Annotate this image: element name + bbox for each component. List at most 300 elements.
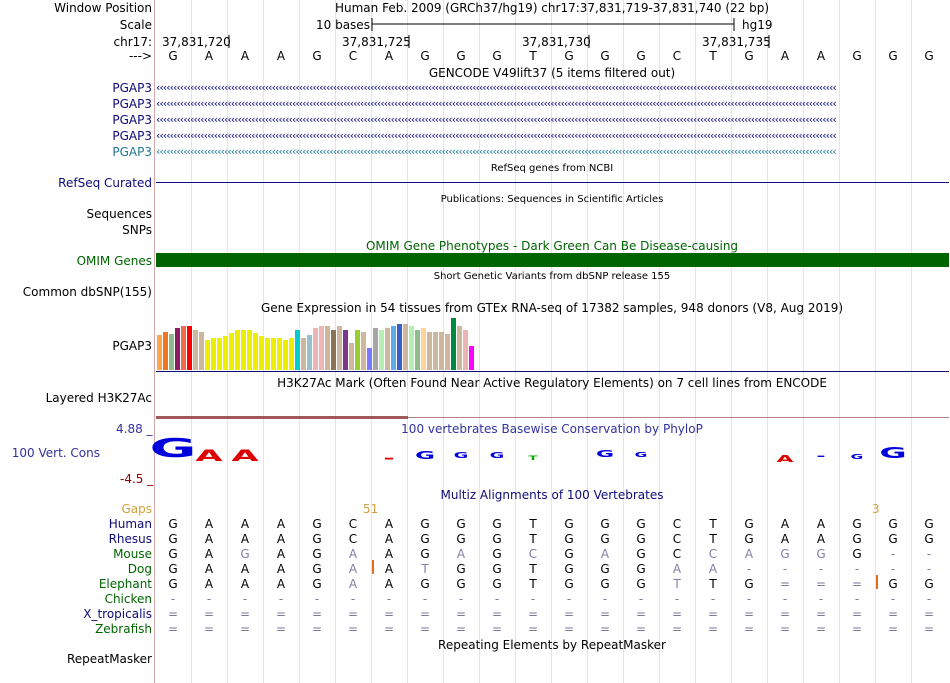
alignment-base: = (779, 622, 791, 636)
alignment-base: = (599, 607, 611, 621)
alignment-base: = (203, 607, 215, 621)
alignment-base: A (384, 562, 394, 576)
alignment-base: = (383, 607, 395, 621)
gencode-gene-label-2[interactable]: PGAP3 (112, 97, 152, 111)
phylop-base-glyph: - (816, 451, 826, 462)
position-tick-1: 37,831,720 (162, 35, 231, 49)
alignment-base: A (816, 517, 826, 531)
gtex-tissue-bar[interactable] (373, 328, 378, 370)
alignment-base: A (204, 577, 214, 591)
omim-label[interactable]: OMIM Genes (76, 254, 152, 268)
gtex-tissue-bar[interactable] (469, 346, 474, 370)
alignment-base: G (312, 562, 322, 576)
alignment-base: A (240, 577, 250, 591)
alignment-base: A (384, 547, 394, 561)
gtex-tissue-bar[interactable] (271, 338, 276, 370)
gtex-tissue-bar[interactable] (391, 326, 396, 370)
alignment-base: A (348, 577, 358, 591)
gtex-tissue-bar[interactable] (163, 332, 168, 370)
gtex-tissue-bar[interactable] (277, 338, 282, 370)
gtex-tissue-bar[interactable] (457, 326, 462, 370)
repeatmasker-label[interactable]: RepeatMasker (66, 652, 152, 666)
gtex-tissue-bar[interactable] (361, 332, 366, 370)
alignment-base: T (529, 577, 537, 591)
alignment-base: G (744, 577, 754, 591)
gtex-tissue-bar[interactable] (331, 330, 336, 370)
alignment-base: G (780, 547, 790, 561)
alignment-base: A (204, 517, 214, 531)
alignment-base: G (456, 577, 466, 591)
alignment-base: G (312, 577, 322, 591)
gtex-tissue-bar[interactable] (175, 328, 180, 370)
phylop-base-glyph: A (195, 446, 223, 465)
alignment-base: - (890, 592, 896, 606)
alignment-base: A (384, 517, 394, 531)
alignment-base: A (204, 532, 214, 546)
alignment-base: = (491, 622, 503, 636)
alignment-base: G (168, 532, 178, 546)
alignment-base: G (888, 577, 898, 591)
gtex-tissue-bar[interactable] (439, 332, 444, 370)
alignment-base: - (926, 592, 932, 606)
gtex-tissue-bar[interactable] (157, 335, 162, 370)
alignment-base: - (638, 592, 644, 606)
alignment-base: T (529, 532, 537, 546)
alignment-base: G (636, 547, 646, 561)
alignment-base: = (455, 622, 467, 636)
sequence-base: G (852, 49, 862, 63)
alignment-base: - (746, 562, 752, 576)
gtex-tissue-bar[interactable] (415, 330, 420, 370)
alignment-base: G (888, 517, 898, 531)
position-tick-2: 37,831,725 (342, 35, 411, 49)
alignment-base: A (240, 562, 250, 576)
gtex-tissue-bar[interactable] (205, 340, 210, 370)
alignment-base: = (203, 622, 215, 636)
sequence-base: A (240, 49, 250, 63)
alignment-base: = (923, 607, 935, 621)
multiz-track-title: Multiz Alignments of 100 Vertebrates (440, 488, 664, 502)
gtex-tissue-bar[interactable] (235, 330, 240, 370)
species-elephant-label[interactable]: Elephant (98, 577, 152, 591)
gtex-tissue-bar[interactable] (463, 330, 468, 370)
alignment-base: - (386, 592, 392, 606)
omim-track-title: OMIM Gene Phenotypes - Dark Green Can Be Disease-causing (365, 239, 739, 253)
gtex-tissue-bar[interactable] (313, 328, 318, 370)
phylop-base-glyph: G (850, 453, 864, 461)
alignment-base: C (348, 532, 358, 546)
alignment-base: = (671, 607, 683, 621)
alignment-base: = (347, 622, 359, 636)
gtex-tissue-bar[interactable] (433, 332, 438, 370)
alignment-base: - (530, 592, 536, 606)
gencode-transcript-5[interactable]: ‹‹‹‹‹‹‹‹‹‹‹‹‹‹‹‹‹‹‹‹‹‹‹‹‹‹‹‹‹‹‹‹‹‹‹‹‹‹‹‹‹‹‹‹‹‹‹‹‹‹‹‹‹‹‹‹‹‹‹‹‹‹‹‹‹‹‹‹‹‹‹‹‹‹‹‹‹‹‹‹‹‹‹‹‹‹‹‹‹‹‹‹‹‹‹‹‹‹‹‹‹‹‹‹‹‹‹‹‹‹‹‹‹‹‹‹‹‹‹‹‹‹‹‹‹‹‹‹‹‹‹‹‹‹‹‹‹‹‹‹‹‹‹‹‹‹‹‹‹‹‹‹‹‹‹‹‹‹‹‹‹‹‹‹‹‹‹‹‹‹‹‹‹‹‹‹‹‹‹‹‹‹‹‹‹‹‹‹‹‹‹‹‹‹‹‹‹‹‹‹ (156, 146, 836, 158)
alignment-base: C (672, 532, 682, 546)
alignment-base: A (240, 532, 250, 546)
alignment-base: = (311, 607, 323, 621)
sequence-base: G (924, 49, 934, 63)
alignment-base: G (888, 532, 898, 546)
alignment-base: = (851, 577, 863, 591)
alignment-base: = (923, 622, 935, 636)
species-dog-label[interactable]: Dog (127, 562, 152, 576)
sequence-base: G (600, 49, 610, 63)
elephant-insertion-mark (876, 575, 878, 589)
alignment-base: G (564, 547, 574, 561)
alignment-base: A (744, 547, 754, 561)
alignment-base: A (204, 562, 214, 576)
alignment-base: G (924, 517, 934, 531)
alignment-base: - (782, 592, 788, 606)
alignment-base: - (350, 592, 356, 606)
gtex-tissue-bar[interactable] (223, 336, 228, 370)
alignment-base: = (167, 607, 179, 621)
alignment-base: = (887, 607, 899, 621)
alignment-base: G (744, 517, 754, 531)
sequence-base: C (348, 49, 358, 63)
phylop-base-glyph: G (453, 451, 469, 460)
gtex-tissue-bar[interactable] (409, 326, 414, 370)
alignment-base: = (275, 622, 287, 636)
sequence-base: G (744, 49, 754, 63)
alignment-base: = (815, 622, 827, 636)
species-zebrafish-label[interactable]: Zebrafish (95, 622, 152, 636)
alignment-base: G (600, 517, 610, 531)
alignment-base: - (782, 562, 788, 576)
gencode-track-title: GENCODE V49lift37 (5 items filtered out) (428, 66, 676, 80)
alignment-base: C (708, 547, 718, 561)
gtex-tissue-bar[interactable] (199, 332, 204, 370)
gencode-transcript-2[interactable]: ‹‹‹‹‹‹‹‹‹‹‹‹‹‹‹‹‹‹‹‹‹‹‹‹‹‹‹‹‹‹‹‹‹‹‹‹‹‹‹‹‹‹‹‹‹‹‹‹‹‹‹‹‹‹‹‹‹‹‹‹‹‹‹‹‹‹‹‹‹‹‹‹‹‹‹‹‹‹‹‹‹‹‹‹‹‹‹‹‹‹‹‹‹‹‹‹‹‹‹‹‹‹‹‹‹‹‹‹‹‹‹‹‹‹‹‹‹‹‹‹‹‹‹‹‹‹‹‹‹‹‹‹‹‹‹‹‹‹‹‹‹‹‹‹‹‹‹‹‹‹‹‹‹‹‹‹‹‹‹‹‹‹‹‹‹‹‹‹‹‹‹‹‹‹‹‹‹‹‹‹‹‹‹‹‹‹‹‹‹‹‹‹‹‹‹‹‹‹‹‹ (156, 98, 836, 110)
alignment-base: A (780, 517, 790, 531)
sequence-base: A (204, 49, 214, 63)
sequences-label[interactable]: Sequences (86, 207, 152, 221)
alignment-base: G (600, 562, 610, 576)
phylop-base-glyph: G (634, 451, 648, 459)
alignment-base: G (168, 562, 178, 576)
alignment-base: T (421, 562, 429, 576)
h3k27ac-signal-low (408, 417, 949, 418)
gtex-tissue-bar[interactable] (193, 330, 198, 370)
species-rhesus-label[interactable]: Rhesus (108, 532, 152, 546)
alignment-base: = (275, 607, 287, 621)
gtex-tissue-bar[interactable] (385, 328, 390, 370)
alignment-base: - (458, 592, 464, 606)
alignment-base: G (564, 517, 574, 531)
gtex-tissue-bar[interactable] (241, 330, 246, 370)
gtex-tissue-bar[interactable] (253, 333, 258, 370)
alignment-base: G (924, 577, 934, 591)
gtex-tissue-bar[interactable] (295, 330, 300, 370)
gap-count-51: 51 (363, 502, 379, 516)
publications-track-title: Publications: Sequences in Scientific Articles (440, 194, 664, 205)
snps-label[interactable]: SNPs (122, 223, 152, 237)
alignment-base: = (239, 622, 251, 636)
alignment-base: A (276, 517, 286, 531)
phylop-base-glyph: A (231, 446, 259, 465)
alignment-base: G (240, 547, 250, 561)
alignment-base: = (887, 622, 899, 636)
alignment-base: = (527, 607, 539, 621)
alignment-base: = (491, 607, 503, 621)
alignment-base: = (239, 607, 251, 621)
gtex-tissue-bar[interactable] (247, 330, 252, 370)
repeatmasker-track-title: Repeating Elements by RepeatMasker (438, 638, 666, 652)
chromosome-label: chr17: (113, 35, 152, 49)
alignment-base: - (818, 592, 824, 606)
dbsnp-track-title: Short Genetic Variants from dbSNP release 155 (433, 271, 671, 282)
species-xtropicalis-label[interactable]: X_tropicalis (83, 607, 152, 621)
sequence-base: G (888, 49, 898, 63)
species-human-label[interactable]: Human (108, 517, 152, 531)
alignment-base: T (709, 577, 717, 591)
alignment-base: G (492, 517, 502, 531)
sequence-base: C (672, 49, 682, 63)
alignment-base: = (419, 622, 431, 636)
sequence-base: G (564, 49, 574, 63)
scale-label: Scale (119, 18, 152, 32)
alignment-base: = (347, 607, 359, 621)
alignment-base: - (242, 592, 248, 606)
position-tick-4: 37,831,735 (702, 35, 771, 49)
phylop-max-value: 4.88 _ (116, 422, 153, 436)
alignment-base: A (348, 547, 358, 561)
sequence-base: T (709, 49, 717, 63)
alignment-base: = (455, 607, 467, 621)
gtex-tissue-bar[interactable] (289, 338, 294, 370)
alignment-base: T (529, 562, 537, 576)
gtex-tissue-bar[interactable] (265, 338, 270, 370)
gtex-tissue-bar[interactable] (427, 332, 432, 370)
alignment-base: = (815, 577, 827, 591)
position-tick-3: 37,831,730 (522, 35, 591, 49)
alignment-base: G (492, 577, 502, 591)
gtex-tissue-bar[interactable] (259, 336, 264, 370)
alignment-base: G (600, 577, 610, 591)
alignment-base: A (348, 562, 358, 576)
gtex-tissue-bar[interactable] (319, 326, 324, 370)
alignment-base: G (852, 532, 862, 546)
gtex-tissue-bar[interactable] (217, 338, 222, 370)
gencode-gene-label-5[interactable]: PGAP3 (112, 145, 152, 159)
alignment-base: - (494, 592, 500, 606)
gtex-tissue-bar[interactable] (187, 326, 192, 370)
alignment-base: C (672, 517, 682, 531)
gtex-tissue-bar[interactable] (379, 330, 384, 370)
h3k27ac-track-title: H3K27Ac Mark (Often Found Near Active Regulatory Elements) on 7 cell lines from ENCODE (277, 376, 827, 390)
alignment-base: G (744, 532, 754, 546)
window-position-text: Human Feb. 2009 (GRCh37/hg19) chr17:37,831,719-37,831,740 (22 bp) (334, 1, 769, 15)
h3k27ac-label[interactable]: Layered H3K27Ac (45, 391, 152, 405)
gtex-tissue-bar[interactable] (229, 333, 234, 370)
gtex-tissue-bar[interactable] (181, 326, 186, 370)
alignment-base: = (851, 622, 863, 636)
gtex-tissue-bar[interactable] (355, 330, 360, 370)
alignment-base: G (492, 532, 502, 546)
gtex-track-title: Gene Expression in 54 tissues from GTEx RNA-seq of 17382 samples, 948 donors (V8, Aug 2019) (260, 301, 844, 315)
gap-count-3: 3 (872, 502, 880, 516)
gencode-transcript-1[interactable]: ‹‹‹‹‹‹‹‹‹‹‹‹‹‹‹‹‹‹‹‹‹‹‹‹‹‹‹‹‹‹‹‹‹‹‹‹‹‹‹‹‹‹‹‹‹‹‹‹‹‹‹‹‹‹‹‹‹‹‹‹‹‹‹‹‹‹‹‹‹‹‹‹‹‹‹‹‹‹‹‹‹‹‹‹‹‹‹‹‹‹‹‹‹‹‹‹‹‹‹‹‹‹‹‹‹‹‹‹‹‹‹‹‹‹‹‹‹‹‹‹‹‹‹‹‹‹‹‹‹‹‹‹‹‹‹‹‹‹‹‹‹‹‹‹‹‹‹‹‹‹‹‹‹‹‹‹‹‹‹‹‹‹‹‹‹‹‹‹‹‹‹‹‹‹‹‹‹‹‹‹‹‹‹‹‹‹‹‹‹‹‹‹‹‹‹‹‹‹‹‹ (156, 82, 836, 94)
alignment-base: A (276, 577, 286, 591)
gencode-transcript-3[interactable]: ‹‹‹‹‹‹‹‹‹‹‹‹‹‹‹‹‹‹‹‹‹‹‹‹‹‹‹‹‹‹‹‹‹‹‹‹‹‹‹‹‹‹‹‹‹‹‹‹‹‹‹‹‹‹‹‹‹‹‹‹‹‹‹‹‹‹‹‹‹‹‹‹‹‹‹‹‹‹‹‹‹‹‹‹‹‹‹‹‹‹‹‹‹‹‹‹‹‹‹‹‹‹‹‹‹‹‹‹‹‹‹‹‹‹‹‹‹‹‹‹‹‹‹‹‹‹‹‹‹‹‹‹‹‹‹‹‹‹‹‹‹‹‹‹‹‹‹‹‹‹‹‹‹‹‹‹‹‹‹‹‹‹‹‹‹‹‹‹‹‹‹‹‹‹‹‹‹‹‹‹‹‹‹‹‹‹‹‹‹‹‹‹‹‹‹‹‹‹‹‹ (156, 114, 836, 126)
alignment-base: A (672, 562, 682, 576)
window-position-label: Window Position (54, 1, 152, 15)
gtex-tissue-bar[interactable] (445, 334, 450, 370)
alignment-base: G (924, 532, 934, 546)
alignment-base: - (854, 562, 860, 576)
gtex-tissue-bar[interactable] (325, 326, 330, 370)
alignment-base: - (926, 547, 932, 561)
alignment-base: C (348, 517, 358, 531)
refseq-gene-line[interactable] (156, 182, 949, 183)
species-mouse-label[interactable]: Mouse (113, 547, 152, 561)
gtex-gene-label[interactable]: PGAP3 (112, 339, 152, 353)
alignment-base: C (672, 547, 682, 561)
phylop-base-glyph: T (528, 455, 538, 462)
sequence-base: A (816, 49, 826, 63)
alignment-base: G (636, 532, 646, 546)
gencode-gene-label-4[interactable]: PGAP3 (112, 129, 152, 143)
alignment-base: = (851, 607, 863, 621)
alignment-base: = (167, 622, 179, 636)
alignment-base: - (422, 592, 428, 606)
alignment-base: T (529, 517, 537, 531)
phylop-track-title: 100 vertebrates Basewise Conservation by PhyloP (401, 422, 703, 436)
alignment-base: - (746, 592, 752, 606)
gtex-tissue-bar[interactable] (343, 330, 348, 370)
gtex-tissue-bar[interactable] (403, 324, 408, 370)
alignment-base: = (671, 622, 683, 636)
alignment-base: = (743, 607, 755, 621)
alignment-base: T (673, 577, 681, 591)
gencode-gene-label-3[interactable]: PGAP3 (112, 113, 152, 127)
sequence-base: G (636, 49, 646, 63)
alignment-base: A (816, 532, 826, 546)
alignment-base: G (168, 547, 178, 561)
alignment-base: G (492, 562, 502, 576)
alignment-base: G (312, 532, 322, 546)
gtex-tissue-bar[interactable] (169, 334, 174, 370)
phylop-base-glyph: G (489, 451, 505, 460)
sequence-base: G (312, 49, 322, 63)
sequence-base: A (276, 49, 286, 63)
phylop-base-glyph: G (595, 449, 615, 460)
phylop-min-value: -4.5 _ (120, 472, 154, 486)
alignment-base: G (564, 562, 574, 576)
sequence-base: G (456, 49, 466, 63)
alignment-base: G (168, 517, 178, 531)
alignment-base: = (743, 622, 755, 636)
gtex-tissue-bar[interactable] (451, 318, 456, 370)
alignment-base: = (419, 607, 431, 621)
gtex-tissue-bar[interactable] (307, 335, 312, 370)
refseq-track-title: RefSeq genes from NCBI (490, 163, 614, 174)
gtex-tissue-bar[interactable] (337, 326, 342, 370)
alignment-base: = (563, 622, 575, 636)
alignment-base: = (383, 622, 395, 636)
alignment-base: = (779, 577, 791, 591)
alignment-base: A (276, 547, 286, 561)
alignment-base: A (276, 532, 286, 546)
alignment-base: = (635, 607, 647, 621)
gtex-tissue-bar[interactable] (301, 338, 306, 370)
alignment-base: - (674, 592, 680, 606)
gencode-gene-label-1[interactable]: PGAP3 (112, 81, 152, 95)
alignment-base: G (420, 547, 430, 561)
omim-gene-bar[interactable] (156, 253, 949, 267)
phylop-base-glyph: - (383, 451, 395, 465)
alignment-base: = (707, 622, 719, 636)
alignment-base: G (420, 517, 430, 531)
alignment-base: - (206, 592, 212, 606)
alignment-base: G (420, 577, 430, 591)
alignment-base: A (456, 547, 466, 561)
alignment-base: G (456, 517, 466, 531)
gtex-tissue-bar[interactable] (283, 340, 288, 370)
alignment-base: - (890, 562, 896, 576)
scale-text: 10 bases (316, 18, 370, 32)
alignment-base: A (780, 532, 790, 546)
gencode-transcript-4[interactable]: ‹‹‹‹‹‹‹‹‹‹‹‹‹‹‹‹‹‹‹‹‹‹‹‹‹‹‹‹‹‹‹‹‹‹‹‹‹‹‹‹‹‹‹‹‹‹‹‹‹‹‹‹‹‹‹‹‹‹‹‹‹‹‹‹‹‹‹‹‹‹‹‹‹‹‹‹‹‹‹‹‹‹‹‹‹‹‹‹‹‹‹‹‹‹‹‹‹‹‹‹‹‹‹‹‹‹‹‹‹‹‹‹‹‹‹‹‹‹‹‹‹‹‹‹‹‹‹‹‹‹‹‹‹‹‹‹‹‹‹‹‹‹‹‹‹‹‹‹‹‹‹‹‹‹‹‹‹‹‹‹‹‹‹‹‹‹‹‹‹‹‹‹‹‹‹‹‹‹‹‹‹‹‹‹‹‹‹‹‹‹‹‹‹‹‹‹‹‹‹‹ (156, 130, 836, 142)
alignment-base: = (815, 607, 827, 621)
sequence-base: T (529, 49, 537, 63)
alignment-base: - (566, 592, 572, 606)
gtex-tissue-bar[interactable] (397, 324, 402, 370)
alignment-base: = (311, 622, 323, 636)
conservation-label[interactable]: 100 Vert. Cons (11, 446, 100, 460)
alignment-base: = (779, 607, 791, 621)
h3k27ac-signal (156, 416, 408, 419)
alignment-base: T (709, 532, 717, 546)
alignment-base: G (420, 532, 430, 546)
gtex-baseline (156, 371, 949, 372)
alignment-base: G (852, 547, 862, 561)
gtex-tissue-bar[interactable] (367, 348, 372, 370)
alignment-base: G (816, 547, 826, 561)
gtex-tissue-bar[interactable] (349, 343, 354, 370)
alignment-base: G (168, 577, 178, 591)
dbsnp-label[interactable]: Common dbSNP(155) (22, 285, 152, 299)
alignment-base: G (600, 532, 610, 546)
alignment-base: A (276, 562, 286, 576)
alignment-base: G (852, 517, 862, 531)
alignment-base: - (710, 592, 716, 606)
alignment-base: G (312, 517, 322, 531)
alignment-base: G (636, 577, 646, 591)
alignment-base: G (636, 562, 646, 576)
alignment-base: C (528, 547, 538, 561)
alignment-base: G (312, 547, 322, 561)
alignment-base: G (636, 517, 646, 531)
alignment-base: A (708, 562, 718, 576)
species-chicken-label[interactable]: Chicken (104, 592, 152, 606)
alignment-base: - (854, 592, 860, 606)
alignment-base: G (564, 577, 574, 591)
gaps-label[interactable]: Gaps (121, 502, 152, 516)
alignment-base: - (818, 562, 824, 576)
alignment-base: A (240, 517, 250, 531)
alignment-base: = (707, 607, 719, 621)
alignment-base: A (204, 547, 214, 561)
refseq-label[interactable]: RefSeq Curated (58, 176, 152, 190)
gtex-tissue-bar[interactable] (421, 328, 426, 370)
alignment-base: = (635, 622, 647, 636)
alignment-base: G (456, 532, 466, 546)
sequence-base: A (780, 49, 790, 63)
gtex-tissue-bar[interactable] (211, 338, 216, 370)
alignment-base: - (170, 592, 176, 606)
phylop-base-glyph: G (415, 449, 435, 462)
